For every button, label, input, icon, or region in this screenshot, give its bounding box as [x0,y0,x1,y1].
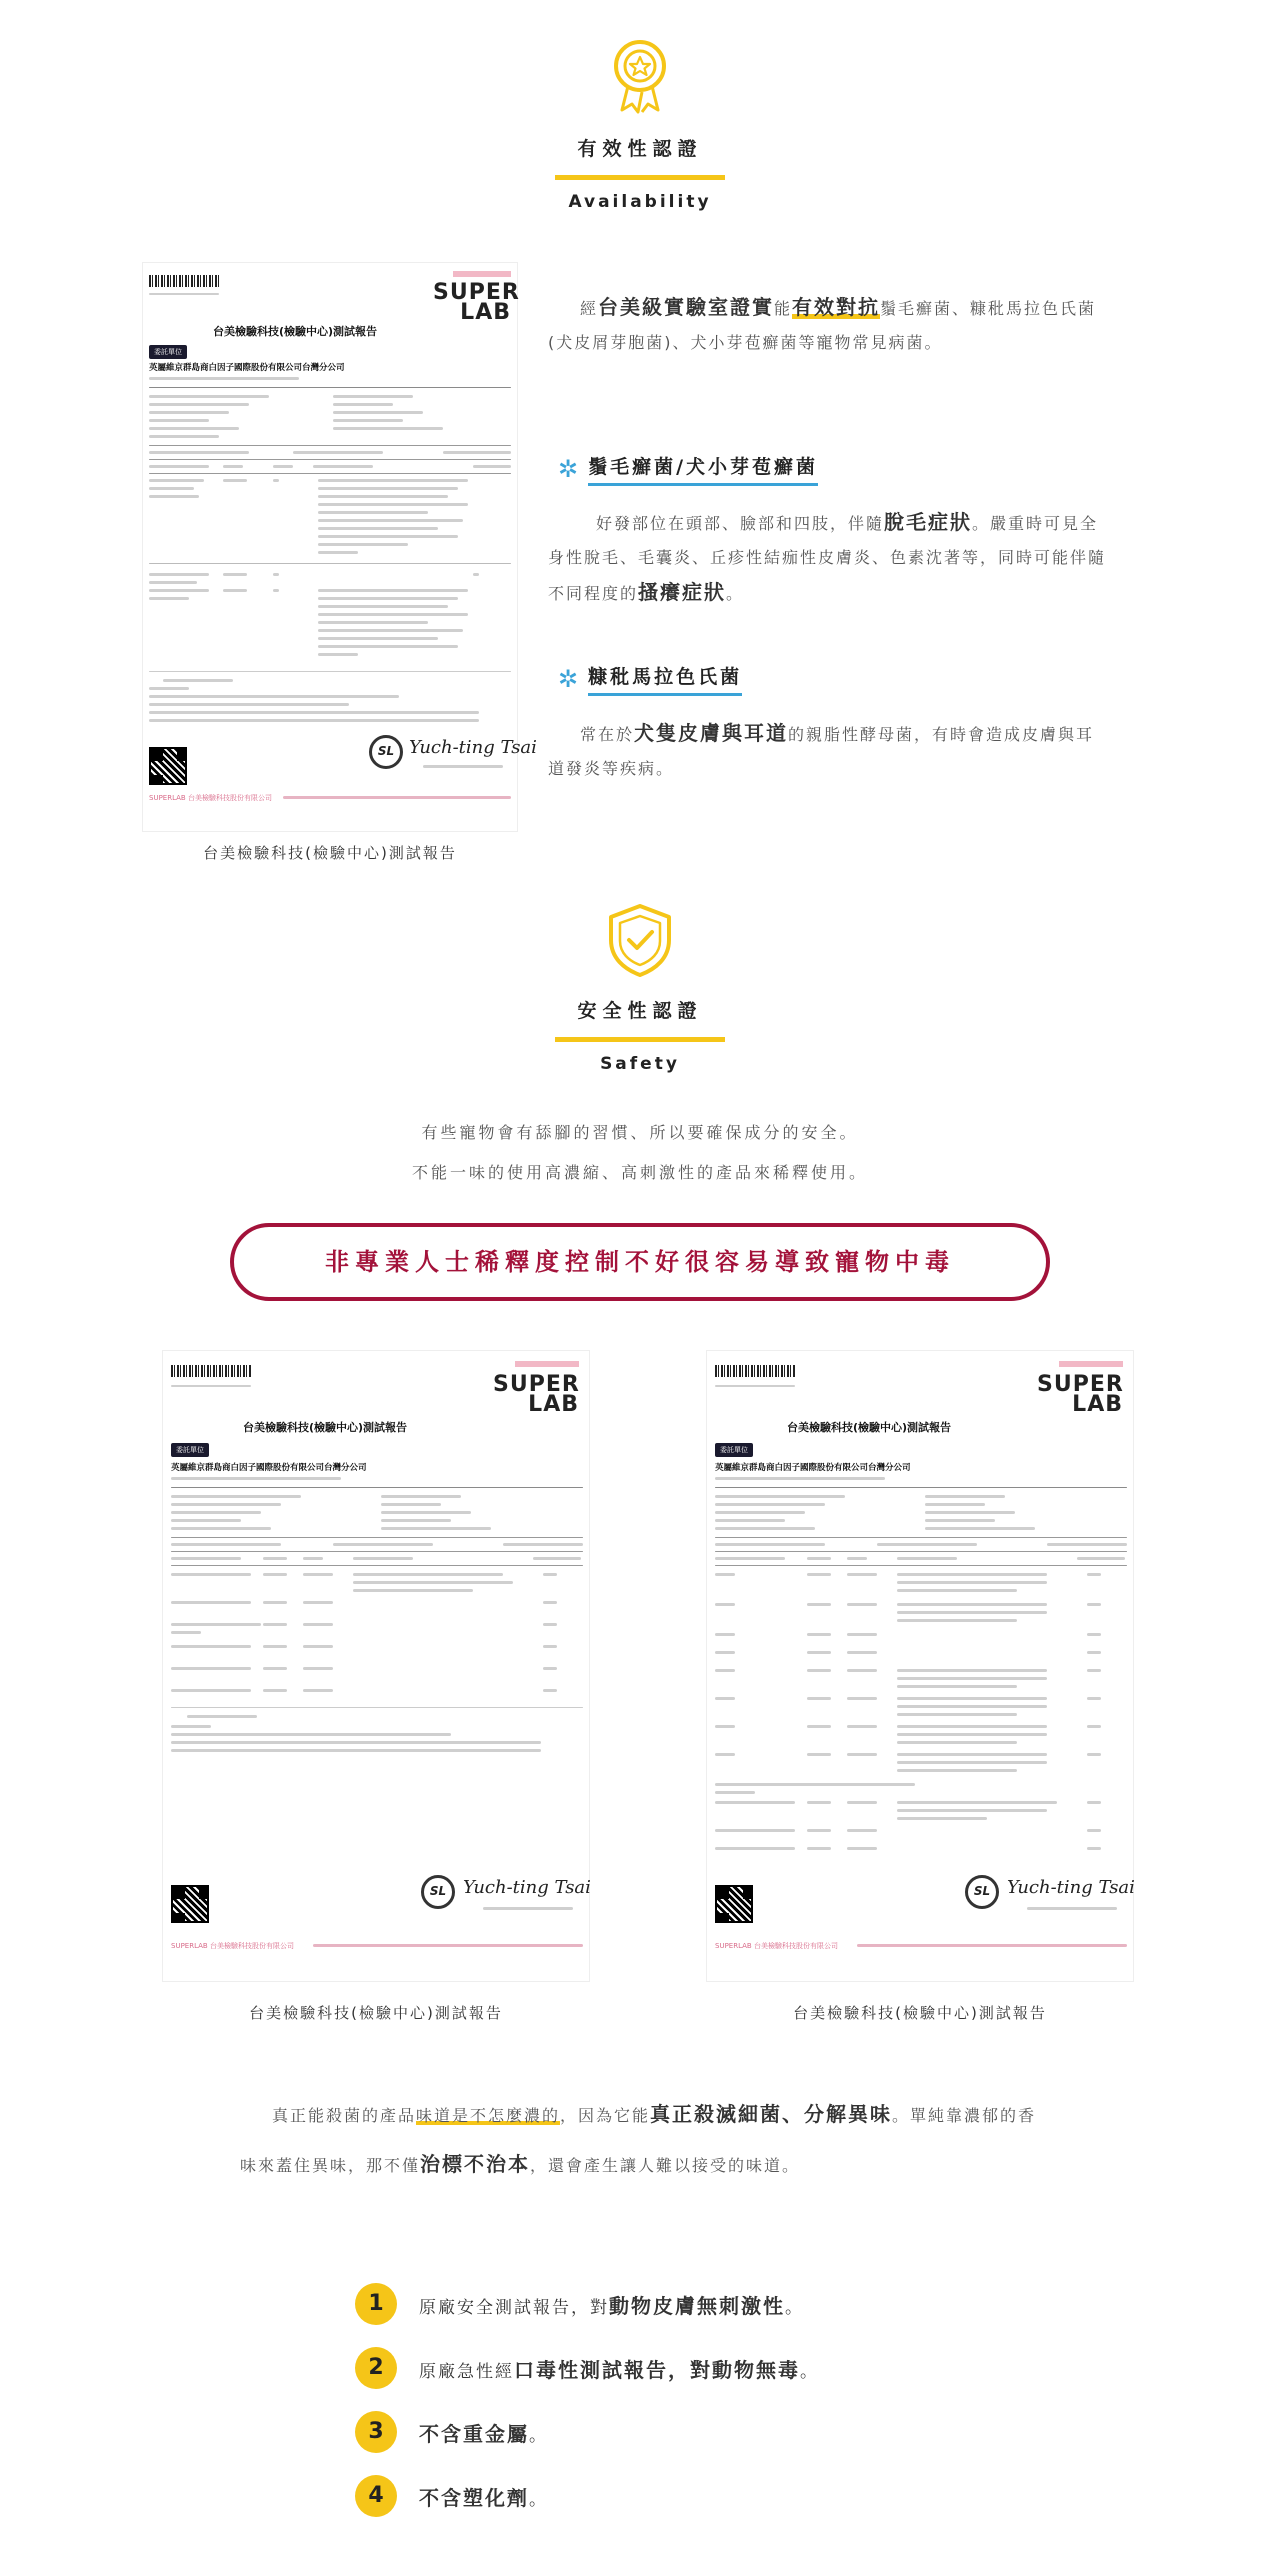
disease1-heading [558,452,818,486]
availability-divider [555,175,725,180]
signature: Yuch-ting Tsai [409,737,537,758]
disease2-description: 常在於犬隻皮膚與耳道的親脂性酵母菌，有時會造成皮膚與耳道發炎等疾病。 [548,721,1095,778]
disease1-label: 鬚毛癬菌/犬小芽苞癬菌 [588,452,818,486]
disease2-label: 糠秕馬拉色氏菌 [588,662,742,696]
availability-header [0,36,1280,212]
list-item: 2 原廠急性經口毒性測試報告，對動物無毒。 [355,2344,819,2392]
superlab-stamp: SL [369,735,403,769]
safety-header [0,902,1280,1074]
bacteria-icon: ✲ [558,455,579,483]
award-badge-icon [608,36,672,116]
availability-test-report [142,262,537,832]
report-footer: SUPERLAB 台美檢驗科技股份有限公司 [149,794,272,802]
client-company: 英屬維京群島商白因子國際股份有限公司台灣分公司 [149,363,345,373]
safety-test-report-left: SUPER LAB 台美檢驗科技(檢驗中心)測試報告 委託單位 英屬維京群島商白因子國際股份有限公司台灣分公司 SL Yuch-ting Tsai SUPERLAB 台美檢驗科技股份有限公司 [162,1350,590,1982]
safety-divider [555,1037,725,1042]
list-item: 1 原廠安全測試報告，對動物皮膚無刺激性。 [355,2280,819,2328]
number-badge: 1 [355,2283,397,2325]
certification-list [355,2280,819,2536]
dilution-warning-banner: 非專業人士稀釋度控制不好很容易導致寵物中毒 [230,1223,1050,1301]
safety-report-caption-right: 台美檢驗科技(檢驗中心)測試報告 [793,2004,1047,2022]
number-badge: 4 [355,2475,397,2517]
safety-title-zh: 安全性認證 [577,1000,703,1022]
report-barcode [149,275,219,287]
availability-title-en: Availability [568,192,712,212]
disease1-description: 好發部位在頭部、臉部和四肢，伴隨脫毛症狀。嚴重時可見全身性脫毛、毛囊炎、丘疹性結痂性皮膚炎、色素沈著等，同時可能伴隨不同程度的搔癢症狀。 [548,510,1107,604]
shield-check-icon [605,902,675,978]
safety-title-en: Safety [600,1054,680,1074]
number-badge: 2 [355,2347,397,2389]
client-tag: 委託單位 [149,345,187,359]
superlab-logo: SUPER LAB [433,280,520,325]
report-title: 台美檢驗科技(檢驗中心)測試報告 [213,325,378,338]
safety-test-report-right: SUPER LAB 台美檢驗科技(檢驗中心)測試報告 委託單位 英屬維京群島商白因子國際股份有限公司台灣分公司 SL Yuch-ting Tsai SUPERLAB 台美檢驗科技股份有限公司 [706,1350,1134,1982]
availability-intro: 經台美級實驗室證實能有效對抗鬚毛癬菌、糠秕馬拉色氏菌(犬皮屑芽胞菌)、犬小芽苞癬菌等寵物常見病菌。 [548,295,1097,352]
safety-line-1: 有些寵物會有舔腳的習慣、所以要確保成分的安全。 [421,1123,859,1142]
bacteria-icon: ✲ [558,665,579,693]
number-badge: 3 [355,2411,397,2453]
availability-title-zh: 有效性認證 [577,138,703,160]
list-item: 3 不含重金屬。 [355,2408,819,2456]
availability-report-caption: 台美檢驗科技(檢驗中心)測試報告 [203,844,457,862]
report-qr-code [149,747,187,785]
safety-line-2: 不能一味的使用高濃縮、高刺激性的產品來稀釋使用。 [411,1163,868,1182]
summary-paragraph: 真正能殺菌的產品味道是不怎麼濃的，因為它能真正殺滅細菌、分解異味。單純靠濃郁的香味來蓋住異味，那不僅治標不治本，還會產生讓人難以接受的味道。 [240,2102,1037,2176]
disease2-heading [558,662,742,696]
list-item: 4 不含塑化劑。 [355,2472,819,2520]
safety-report-caption-left: 台美檢驗科技(檢驗中心)測試報告 [249,2004,503,2022]
